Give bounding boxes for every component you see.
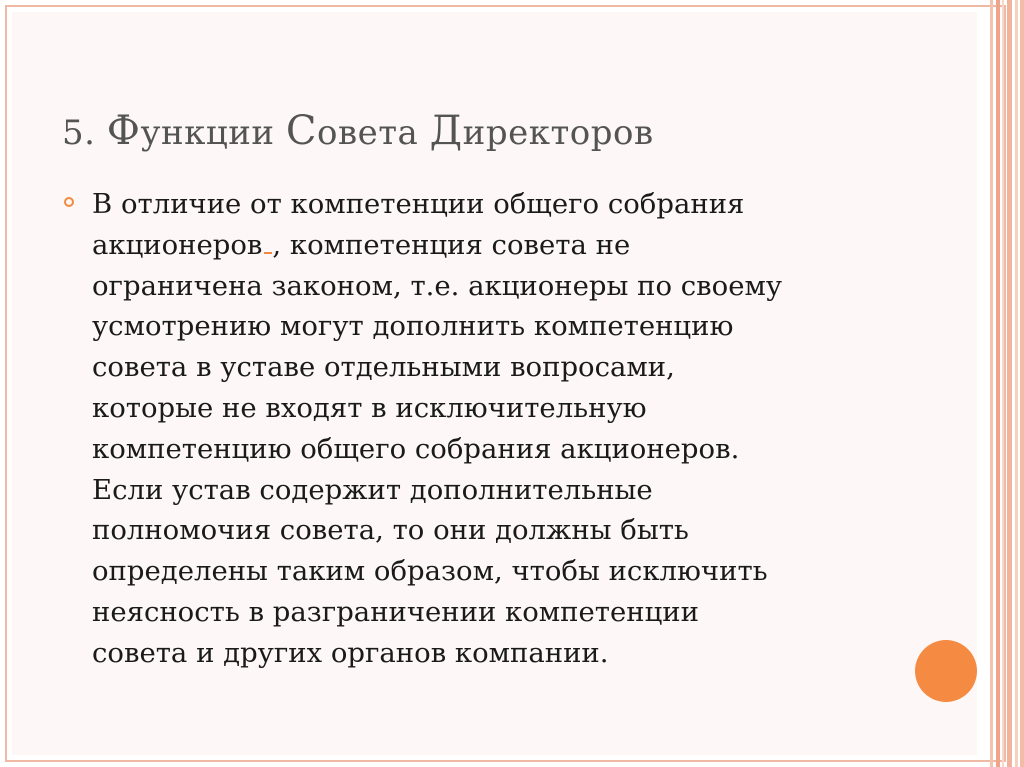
- bullet-circle-icon: [64, 197, 74, 207]
- body-line: неясность в разграничении компетенции: [92, 595, 699, 628]
- body-line: которые не входят в исключительную: [92, 391, 647, 424]
- stripe: [996, 0, 1000, 767]
- stripe: [1015, 0, 1018, 767]
- slide-title: [62, 108, 654, 154]
- stripe: [1002, 0, 1004, 767]
- body-line: совета в уставе отдельными вопросами,: [92, 351, 675, 384]
- body-line: компетенцию общего собрания акционеров.: [92, 432, 740, 465]
- body-line: Если устав содержит дополнительные: [92, 473, 653, 506]
- stripe: [1020, 0, 1024, 767]
- body-line: совета и других органов компании.: [92, 636, 609, 669]
- body-line: полномочия совета, то они должны быть: [92, 514, 689, 547]
- decorative-stripes: [984, 0, 1024, 767]
- body-paragraph: [92, 184, 892, 674]
- body-line: В отличие от компетенции общего собрания: [92, 188, 745, 220]
- body-line: акционеров , компетенция совета не: [92, 228, 631, 261]
- title-number: 5.: [62, 113, 96, 153]
- stripe: [1007, 0, 1012, 767]
- title-word-1: Функции: [106, 108, 286, 154]
- body-line: ограничена законом, т.е. акционеры по своему: [92, 269, 783, 302]
- stripe: [990, 0, 993, 767]
- title-word-2: Совета: [285, 108, 430, 154]
- title-word-3: Директоров: [429, 108, 654, 154]
- orange-circle-decoration: [915, 640, 977, 702]
- body-line: усмотрению могут дополнить компетенцию: [92, 310, 734, 343]
- body-line: определены таким образом, чтобы исключить: [92, 555, 768, 588]
